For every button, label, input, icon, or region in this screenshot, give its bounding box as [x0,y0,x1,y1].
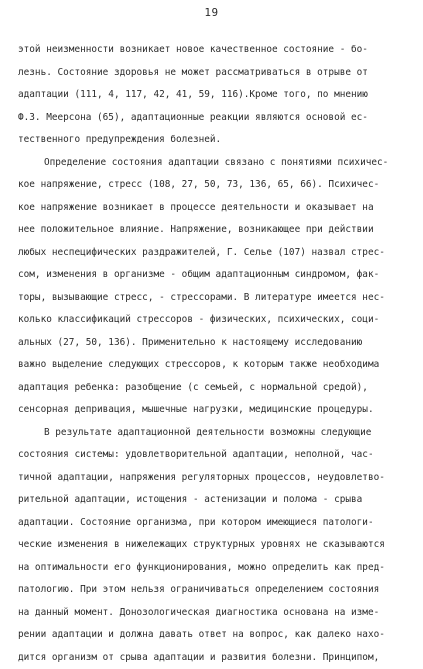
text-line: тичной адаптации, напряжения регуляторных процессов, неудовлетво- [18,467,410,490]
text-line: важно выделение следующих стрессоров, к которым также необходима [18,354,410,377]
text-line: В результате адаптационной деятельности возможны следующие [18,422,410,445]
text-line: сом, изменения в организме - общим адаптационным синдромом, фак- [18,264,410,287]
text-line: торы, вызывающие стресс, - стрессорами. В литературе имеется нес- [18,287,410,310]
text-line: кое напряжение, стресс (108, 27, 50, 73, 136, 65, 66). Психичес- [18,174,410,197]
text-line: Определение состояния адаптации связано с понятиями психичес- [18,152,410,175]
text-line: на оптимальности его функционирования, можно определить как пред- [18,557,410,580]
text-line: Ф.З. Меерсона (65), адаптационные реакции являются основой ес- [18,107,410,130]
text-line: рении адаптации и должна давать ответ на вопрос, как далеко нахо- [18,624,410,647]
text-line: адаптация ребенка: разобщение (с семьей, с нормальной средой), [18,377,410,400]
text-line: состояния системы: удовлетворительной адаптации, неполной, час- [18,444,410,467]
text-line: рительной адаптации, истощения - астенизации и полома - срыва [18,489,410,512]
text-line: любых неспецифических раздражителей, Г. Селье (107) назвал стрес- [18,242,410,265]
text-line: этой неизменности возникает новое качественное состояние - бо- [18,39,410,62]
text-line: дится организм от срыва адаптации и развития болезни. Принципом, [18,647,410,669]
text-line: адаптации. Состояние организма, при котором имеющиеся патологи- [18,512,410,535]
text-line: колько классификаций стрессоров - физических, психических, соци- [18,309,410,332]
text-line: патологию. При этом нельзя ограничиваться определением состояния [18,579,410,602]
text-line: тественного предупреждения болезней. [18,129,410,152]
text-line: ческие изменения в нижележащих структурных уровнях не сказываются [18,534,410,557]
body-text [18,39,410,669]
text-line: адаптации (111, 4, 117, 42, 41, 59, 116).Кроме того, по мнению [18,84,410,107]
page-number: 19 [0,6,423,19]
text-line: нее положительное влияние. Напряжение, возникающее при действии [18,219,410,242]
text-line: сенсорная депривация, мышечные нагрузки, медицинские процедуры. [18,399,410,422]
text-line: альных (27, 50, 136). Применительно к настоящему исследованию [18,332,410,355]
text-line: кое напряжение возникает в процессе деятельности и оказывает на [18,197,410,220]
text-line: лезнь. Состояние здоровья не может рассматриваться в отрыве от [18,62,410,85]
text-line: на данный момент. Донозологическая диагностика основана на изме- [18,602,410,625]
